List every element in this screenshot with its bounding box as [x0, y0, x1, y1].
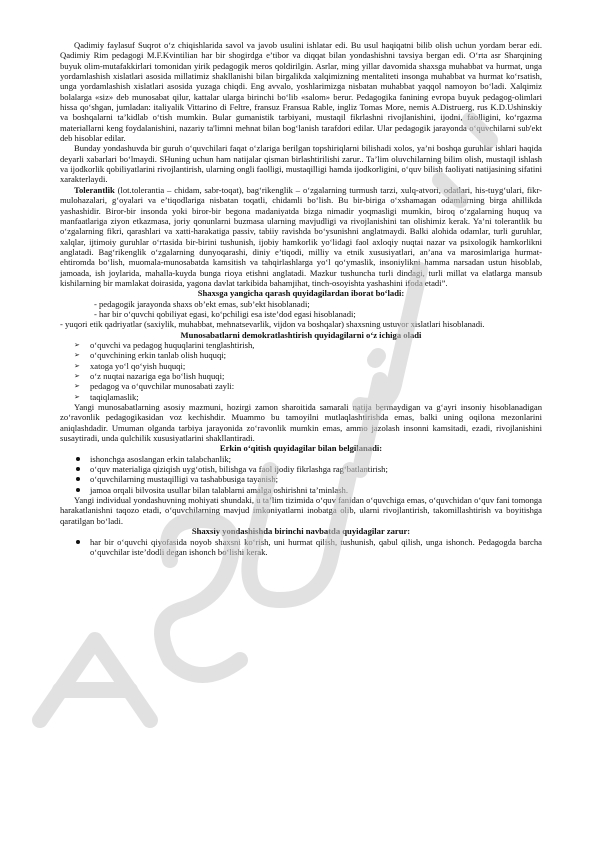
paragraph: Yangi munosabatlarning asosiy mazmuni, hozirgi zamon sharoitida samarali natija bermaydigan va g‘ayri insoniy hisoblanadigan zo‘ravonlik pedagogikasidan voz kechishdir. Muammo bu tamoyilni mutlaqlashtirishda emas, balki uning oqilona mezonlarini aniqlashdadir. Umuman olganda tarbiya jarayonida zo‘ravonlik mumkin emas, ammo jazolash insonni kamsitadi, ezadi, rivojlanishini susaytiradi, unda qulchilik xususiyatlarini shakllantiradi. [60, 402, 542, 444]
section-heading: Erkin o‘qitish quyidagilar bilan belgilanadi: [219, 443, 383, 454]
list-item [60, 350, 542, 360]
list-item [60, 361, 542, 371]
bullet-icon [76, 488, 80, 492]
arrow-bullet-icon: ➢ [74, 392, 80, 401]
bullet-icon [76, 477, 80, 481]
arrow-list [60, 340, 542, 402]
bullet-icon [76, 457, 80, 461]
list-item [60, 371, 542, 381]
list-item-text: o‘quvchining erkin tanlab olish huquqi; [90, 350, 227, 361]
list-item-text: xatoga yo‘l qo‘yish huquqi; [90, 360, 186, 371]
list-item [60, 340, 542, 350]
bullet-list [60, 454, 542, 495]
paragraph-tolerantlik [60, 185, 542, 288]
list-item-text: ishonchga asoslangan erkin talabchanlik; [90, 453, 232, 464]
list-item [60, 474, 542, 484]
list-item-text: o‘quv materialiga qiziqish uyg‘otish, bilishga va faol ijodiy fikrlashga rag‘batlantirish; [90, 464, 388, 475]
arrow-bullet-icon: ➢ [74, 361, 80, 370]
list-item-text: jamoa orqali bilvosita usullar bilan talablarni amalga oshirishni ta’minlash. [90, 484, 348, 495]
list-item-text: har bir o‘quvchi qiyofasida noyob shaxsni ko‘rish, uni hurmat qilish, tushunish, qabul qilish, unga ishonch. Pedagogda barcha o‘quvchilar iste’dodli degan ishonch bo‘lishi kerak. [90, 536, 542, 557]
list-item-text: taqiqlamaslik; [90, 391, 139, 402]
list-item-text: o‘z nuqtai nazariga ega bo‘lish huquqi; [90, 371, 225, 381]
section-heading: Munosabatlarni demokratlashtirish quyidagilarni o‘z ichiga oladi [180, 329, 422, 340]
dash-item: - yuqori etik qadriyatlar (saxiylik, muhabbat, mehnatsevarlik, vijdon va boshqalar) shaxsning ustuvor xislatlari hisoblanadi. [60, 319, 485, 330]
paragraph: Qadimiy faylasuf Suqrot o‘z chiqishlarida savol va javob usulini ishlatar edi. Bu usul haqiqatni bilib olish uchun yordam berar edi. Qadimiy Rim pedagogi M.F.Kvintilian har bir shogirdga e’tibor va diqqat bilan yondashishni tavsiya bergan edi. O‘rta asr Sharqining buyuk olim-mutafakkirlari tomonidan yirik pedagogik meros qoldirilgin. Asrlar, ming yillar davomida shaxsga muhabbat va hurmat, unga yordamlashish xislatlari asosida millatimiz shakllanishi bilan birgalikda xalqimizning mentaliteti insonga muhabbat va hurmat ko‘rsatish, unga yordamlashish xislatlari asosida yuzaga chiqdi. Eng avvalo, yoshlarimizga nisbatan muhabbat yaqqol namoyon bo‘ladi. Xalqimiz bolalarga «siz» deb munosabat qilur, kattalar ularga birinchi bo‘lib «salom» berur. Pedagogika fanining evropa buyuk pedagog-olimlari hissa qo‘shgan, jumladan: italiyalik Vittarino di Feltre, fransuz Fransua Rable, ingliz Tomas More, nemis A.Distruerg, rus K.D.Ushinskiy va boshqalarni ta’kidlab o‘tish mumkin. Bular gumanistik tarbiyani, mustaqil fikrlashni rivojlanishini, ijodni, faolligini, ko‘rgazma materiallarni keng foydalanishini, nazariy ta'limni mehnat bilan bog‘lanish tarafdori edilar. Ular pedagogik jarayonda o‘quvchilarni sub'ekt deb hisoblar edilar. [60, 40, 542, 144]
arrow-bullet-icon: ➢ [74, 372, 80, 380]
arrow-bullet-icon: ➢ [74, 382, 80, 391]
paragraph: Yangi individual yondashuvning mohiyati shundaki, u ta’lim tizimida o‘quv fanidan o‘quvchiga emas, o‘quvchidan o‘quv fani tomonga harakatlanishni taqozo etadi, o‘quvchilarning mavjud imkoniyatlarni inobatga olib, ularni rivojlantirish, takomillashtirish va boyitishga qaratilgan bo‘ladi. [60, 495, 542, 526]
bullet-icon [76, 540, 80, 544]
list-item [60, 485, 542, 495]
paragraph-text: (lot.tolerantia – chidam, sabr-toqat), bag‘rikenglik – o‘zgalarning turmush tarzi, xulq-atvori, odatlari, his-tuyg‘ulari, fikr- mulohazalari, g‘oyalari va e’tiqodlariga nisbatan toqatli, chidamli bo‘lish. Bu bir-biriga o‘xshamagan odamlarning birga ahillikda yashashidir. Biror-bir insonda yoki biror-bir begona madaniyatda bizga nimadir yoqmasligi mumkin, biroq o‘zgalarning huquq va manfaatlariga ziyon etkazmasa, joriy qonunlarni buzmasa ularning mavjudligi va rivojlanishini tan olishimiz kerak. Ya’ni tolerantlik bu o‘zgalarning fikri, qarashlari va xatti-harakatiga passiv, tabiiy ravishda bo‘ysunishni anglatmaydi. Balki alohida odamlar, turli guruhlar, xalqlar, ijtimoiy guruhlar o‘rtasida bir-birini tushunish, ijobiy hamkorlik yo‘lidagi faol axloqiy nuqtai nazar va psixologik hamkorlikni anglatadi. Bag‘rikenglik o‘zgalarning dunyoqarashi, diniy e’tiqodi, milliy va etnik xususiyatlari, an’ana va marosimlariga hurmat-ehtiromda bo‘lish, muomala-munosabatda kamsitish va tahqirlashlarga yo‘l qo‘ymaslik, insoniylikni hamma narsadan ustun hisoblab, jamoada, ish joylarida, mahalla-kuyda bunga rioya etishni anglatadi. Mazkur tushuncha turli dindagi, turli millat va elatlarga mansub kishilarning bir mamlakat doirasida, yagona davlat tarkibida bahamjihat, tinch-osoyishta yashashini ifoda etadi”. [60, 184, 542, 288]
paragraph: Bunday yondashuvda bir guruh o‘quvchilari faqat o‘zlariga berilgan topshiriqlarni bilishadi xolos, ya’ni boshqa guruhlar ishlari haqida deyarli xabarlari bo‘lmaydi. SHuning uchun ham natijalar qisman birlashtirilishi zarur.. Ta’lim oluvchilarning bilim olish, mustaqil ishlash va ijodkorlik qobiliyatlarini rivojlantirish, ularning ongli faolligi, mustaqilligi hamda ijodkorligini, o‘quv bilish faoliyati natijasining sifatini xarakterlaydi. [60, 143, 542, 185]
list-item [60, 464, 542, 474]
dash-item: - har bir o‘quvchi qobiliyat egasi, ko‘pchiligi esa iste’dod egasi hisoblanadi; [94, 308, 356, 319]
term-tolerantlik: Tolerantlik [74, 184, 115, 195]
list-item [60, 454, 542, 464]
list-item [60, 537, 542, 558]
bullet-icon [76, 467, 80, 471]
arrow-bullet-icon: ➢ [74, 351, 80, 360]
section-heading: Shaxsiy yondashishda birinchi navbatda quyidagilar zarur: [191, 526, 411, 537]
document-body [60, 40, 542, 557]
list-item-text: o‘quvchi va pedagog huquqlarini tenglashtirish, [90, 339, 255, 350]
list-item-text: o‘quvchilarning mustaqilligi va tashabbusiga tayanish; [90, 474, 279, 485]
list-item [60, 381, 542, 391]
bullet-list [60, 537, 542, 558]
list-item [60, 392, 542, 402]
list-item-text: pedagog va o‘quvchilar munosabati zayli: [90, 381, 235, 392]
dash-item: - pedagogik jarayonda shaxs ob’ekt emas, sub’ekt hisoblanadi; [94, 298, 310, 309]
arrow-bullet-icon: ➢ [74, 340, 80, 349]
section-heading: Shaxsga yangicha qarash quyidagilardan iborat bo‘ladi: [197, 288, 405, 299]
